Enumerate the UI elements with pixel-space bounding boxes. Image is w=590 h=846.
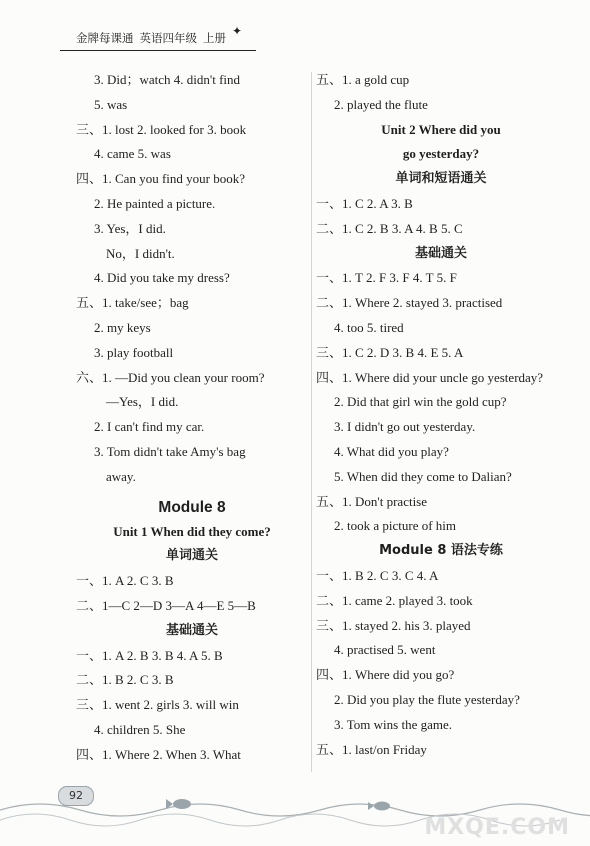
answer-line: 3. Tom didn't take Amy's bag	[94, 443, 246, 459]
sec-heading: 基础通关	[165, 622, 218, 638]
answer-line: 3. Yes，I did.	[94, 220, 166, 236]
answer-line: 2. took a picture of him	[334, 518, 457, 534]
header-rule	[60, 50, 256, 51]
answer-line: 3. I didn't go out yesterday.	[334, 419, 476, 435]
column-divider	[311, 72, 312, 772]
answer-line: —Yes，I did.	[106, 394, 179, 410]
answer-line: 四、1. Where did you go?	[316, 667, 455, 683]
answer-line: 5. When did they come to Dalian?	[334, 468, 512, 484]
answer-column-left	[76, 68, 308, 768]
answer-line: No，I didn't.	[106, 245, 175, 261]
answer-line: 二、1. came 2. played 3. took	[316, 592, 473, 608]
sec-heading: 基础通关	[414, 245, 467, 261]
page-header	[76, 30, 226, 46]
sec-heading: 单词和短语通关	[395, 171, 487, 187]
answer-line: 2. He painted a picture.	[94, 195, 216, 211]
unit-heading: Unit 2 Where did you	[381, 121, 501, 137]
unit-heading: Unit 1 When did they come?	[113, 523, 271, 539]
book-title: 金牌每课通	[76, 31, 134, 45]
answer-line: 4. too 5. tired	[334, 319, 404, 335]
answer-line: 2. Did that girl win the gold cup?	[334, 394, 507, 410]
answer-line: 5. was	[94, 96, 128, 112]
answer-line: 四、1. Where did your uncle go yesterday?	[316, 369, 544, 385]
answer-line: 三、1. lost 2. looked for 3. book	[76, 121, 247, 137]
answer-line: 2. played the flute	[334, 96, 428, 112]
answer-line: 4. came 5. was	[94, 146, 171, 162]
answer-line: 一、1. A 2. B 3. B 4. A 5. B	[76, 647, 223, 663]
answer-line: 4. practised 5. went	[334, 642, 436, 658]
answer-line: 4. Did you take my dress?	[94, 270, 230, 286]
answer-line: 五、1. Don't practise	[316, 493, 428, 509]
sec-heading: 单词通关	[165, 548, 218, 564]
answer-line: 3. play football	[94, 344, 174, 360]
answer-line: 二、1. C 2. B 3. A 4. B 5. C	[316, 220, 463, 236]
star-icon: ✦	[232, 24, 243, 38]
watermark: MXQE.COM	[424, 815, 570, 840]
answer-line: 一、1. B 2. C 3. C 4. A	[316, 567, 439, 583]
answer-line: 四、1. Where 2. When 3. What	[76, 746, 241, 762]
answer-line: 2. I can't find my car.	[94, 419, 205, 435]
answer-line: away.	[106, 468, 136, 484]
answer-line: 一、1. C 2. A 3. B	[316, 195, 413, 211]
answer-line: 4. What did you play?	[334, 443, 449, 459]
answer-line: 五、1. a gold cup	[316, 72, 410, 87]
answer-line: 3. Tom wins the game.	[334, 716, 453, 732]
answer-line: 六、1. —Did you clean your room?	[76, 369, 265, 385]
unit-heading: go yesterday?	[402, 146, 480, 162]
answer-line: 二、1. Where 2. stayed 3. practised	[316, 295, 503, 311]
answer-line: 三、1. stayed 2. his 3. played	[316, 617, 471, 633]
answer-line: 五、1. last/on Friday	[316, 741, 427, 757]
answer-line: 2. Did you play the flute yesterday?	[334, 691, 520, 707]
answer-column-right	[316, 68, 566, 762]
page-number: 92	[58, 786, 94, 806]
answer-line: 四、1. Can you find your book?	[76, 171, 245, 187]
answer-line: 二、1. B 2. C 3. B	[76, 672, 174, 688]
answer-line: 一、1. A 2. C 3. B	[76, 573, 174, 589]
answer-line: 二、1—C 2—D 3—A 4—E 5—B	[76, 597, 256, 613]
sec-heading: Module 8 语法专练	[379, 543, 503, 559]
module-heading: Module 8	[158, 498, 226, 516]
volume-title: 上册	[203, 31, 226, 45]
answer-line: 五、1. take/see；bag	[76, 295, 189, 311]
answer-line: 三、1. went 2. girls 3. will win	[76, 697, 239, 713]
subject-title: 英语四年级	[139, 31, 197, 45]
fish-icon	[368, 802, 390, 811]
answer-line: 3. Did；watch 4. didn't find	[94, 72, 241, 87]
answer-line: 4. children 5. She	[94, 721, 186, 737]
answer-line: 三、1. C 2. D 3. B 4. E 5. A	[316, 344, 464, 360]
answer-line: 一、1. T 2. F 3. F 4. T 5. F	[316, 270, 457, 286]
answer-line: 2. my keys	[94, 319, 151, 335]
